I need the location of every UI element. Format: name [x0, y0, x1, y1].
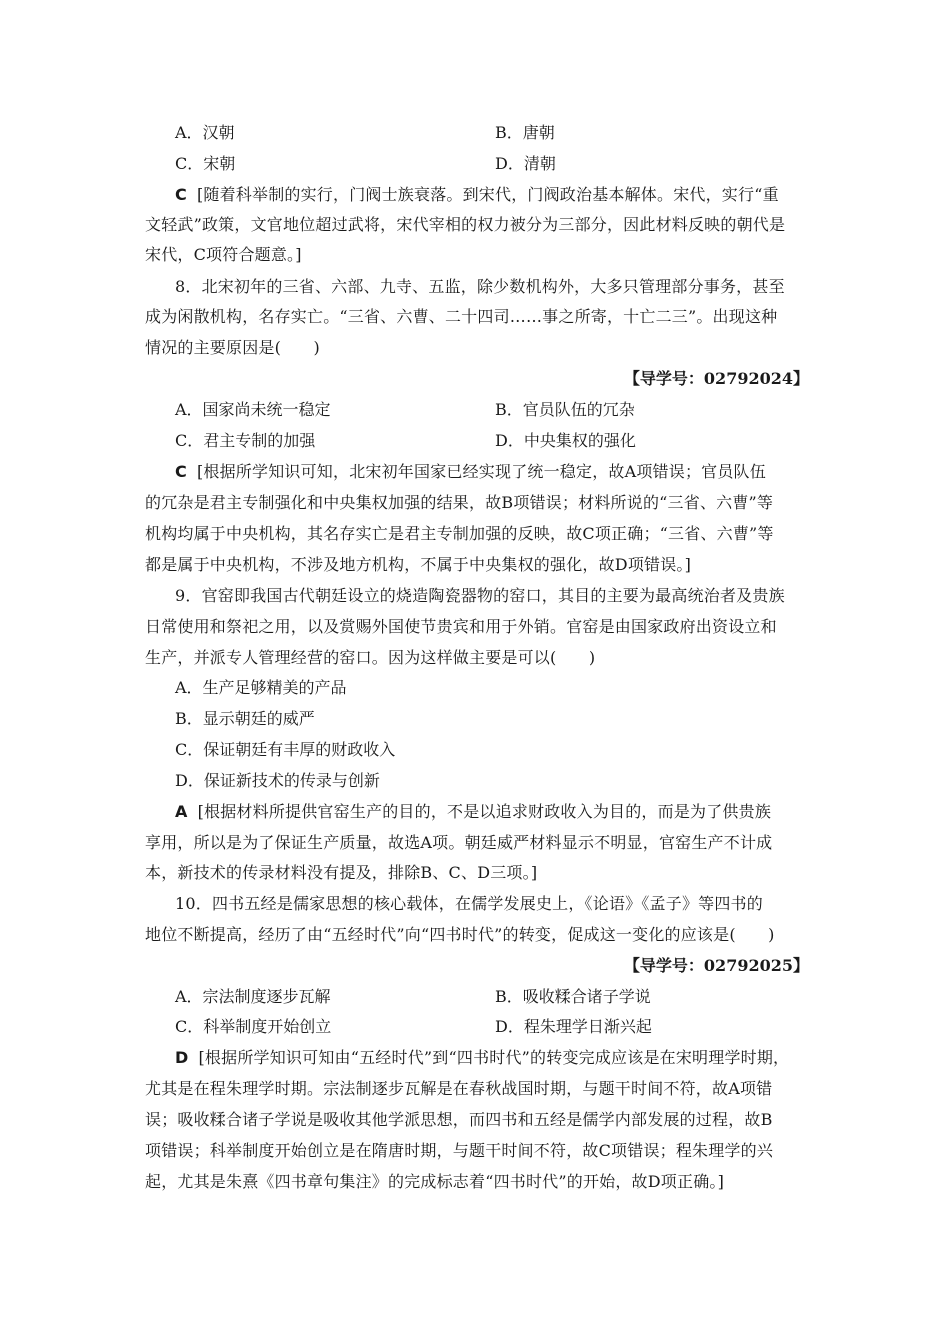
q8-option-a: A．国家尚未统一稳定 [175, 400, 331, 419]
q7-answer-letter: C [175, 185, 187, 204]
q10-guide-number: 【导学号：02792025】 [623, 956, 809, 975]
q7-answer-line-2: 文轻武”政策，文官地位超过武将，宋代宰相的权力被分为三部分，因此材料反映的朝代是 [145, 215, 786, 234]
q8-answer-line-4: 都是属于中央机构，不涉及地方机构，不属于中央集权的强化，故D项错误。] [145, 555, 692, 574]
q8-answer-line-3: 机构均属于中央机构，其名存实亡是君主专制加强的反映，故C项正确；“三省、六曹”等 [145, 524, 774, 543]
q9-stem-line-3: 生产，并派专人管理经营的窑口。因为这样做主要是可以( ) [145, 648, 596, 667]
q9-option-c: C．保证朝廷有丰厚的财政收入 [175, 740, 396, 759]
q8-stem-line-3: 情况的主要原因是( ) [145, 338, 320, 357]
q7-option-b: B．唐朝 [495, 123, 555, 142]
q9-option-a: A．生产足够精美的产品 [175, 678, 347, 697]
q10-answer-letter: D [175, 1048, 189, 1067]
q10-answer-line-5: 起，尤其是朱熹《四书章句集注》的完成标志着“四书时代”的开始，故D项正确。] [145, 1172, 725, 1191]
q10-answer-line-4: 项错误；科举制度开始创立是在隋唐时期，与题干时间不符，故C项错误；程朱理学的兴 [145, 1141, 774, 1160]
q10-option-a: A．宗法制度逐步瓦解 [175, 987, 331, 1006]
q9-answer-line-2: 享用，所以是为了保证生产质量，故选A项。朝廷威严材料显示不明显，官窑生产不计成 [145, 833, 773, 852]
q7-option-a: A．汉朝 [175, 123, 235, 142]
q10-option-c: C．科举制度开始创立 [175, 1017, 332, 1036]
q9-answer-letter: A [175, 802, 188, 821]
q9-answer-line-1: A [根据材料所提供官窑生产的目的，不是以追求财政收入为目的，而是为了供贵族 [175, 802, 772, 821]
q10-answer-line-1: D [根据所学知识可知由“五经时代”到“四书时代”的转变完成应该是在宋明理学时期， [175, 1048, 790, 1067]
q8-option-c: C．君主专制的加强 [175, 431, 316, 450]
q8-guide-number: 【导学号：02792024】 [623, 369, 809, 388]
q7-answer-line-3: 宋代，C项符合题意。] [145, 245, 302, 264]
q8-option-d: D．中央集权的强化 [495, 431, 636, 450]
q9-answer-line-3: 本，新技术的传录材料没有提及，排除B、C、D三项。] [145, 863, 538, 882]
q8-stem-line-2: 成为闲散机构，名存实亡。“三省、六曹、二十四司……事之所寄，十亡二三”。出现这种 [145, 307, 778, 326]
q7-option-c: C．宋朝 [175, 154, 236, 173]
q8-answer-line-1: C [根据所学知识可知，北宋初年国家已经实现了统一稳定，故A项错误；官员队伍 [175, 462, 766, 481]
q9-option-b: B．显示朝廷的威严 [175, 709, 315, 728]
q8-stem-line-1: 8．北宋初年的三省、六部、九寺、五监，除少数机构外，大多只管理部分事务，甚至 [175, 277, 785, 296]
q10-answer-line-3: 误；吸收糅合诸子学说是吸收其他学派思想，而四书和五经是儒学内部发展的过程，故B [145, 1110, 773, 1129]
q8-answer-line-2: 的冗杂是君主专制强化和中央集权加强的结果，故B项错误；材料所说的“三省、六曹”等 [145, 493, 774, 512]
q10-stem-line-2: 地位不断提高，经历了由“五经时代”向“四书时代”的转变，促成这一变化的应该是( ) [145, 925, 775, 944]
q8-option-b: B．官员队伍的冗杂 [495, 400, 635, 419]
q9-option-d: D．保证新技术的传录与创新 [175, 771, 380, 790]
q10-option-b: B．吸收糅合诸子学说 [495, 987, 651, 1006]
q10-answer-line-2: 尤其是在程朱理学时期。宗法制逐步瓦解是在春秋战国时期，与题干时间不符，故A项错 [145, 1079, 773, 1098]
q10-option-d: D．程朱理学日渐兴起 [495, 1017, 652, 1036]
q7-option-d: D．清朝 [495, 154, 556, 173]
q10-stem-line-1: 10．四书五经是儒家思想的核心载体，在儒学发展史上，《论语》《孟子》等四书的 [175, 894, 763, 913]
q7-answer-line-1: C [随着科举制的实行，门阀士族衰落。到宋代，门阀政治基本解体。宋代，实行“重 [175, 185, 779, 204]
q9-stem-line-1: 9．官窑即我国古代朝廷设立的烧造陶瓷器物的窑口，其目的主要为最高统治者及贵族 [175, 586, 785, 605]
q8-answer-letter: C [175, 462, 187, 481]
q9-stem-line-2: 日常使用和祭祀之用，以及赏赐外国使节贵宾和用于外销。官窑是由国家政府出资设立和 [145, 617, 777, 636]
